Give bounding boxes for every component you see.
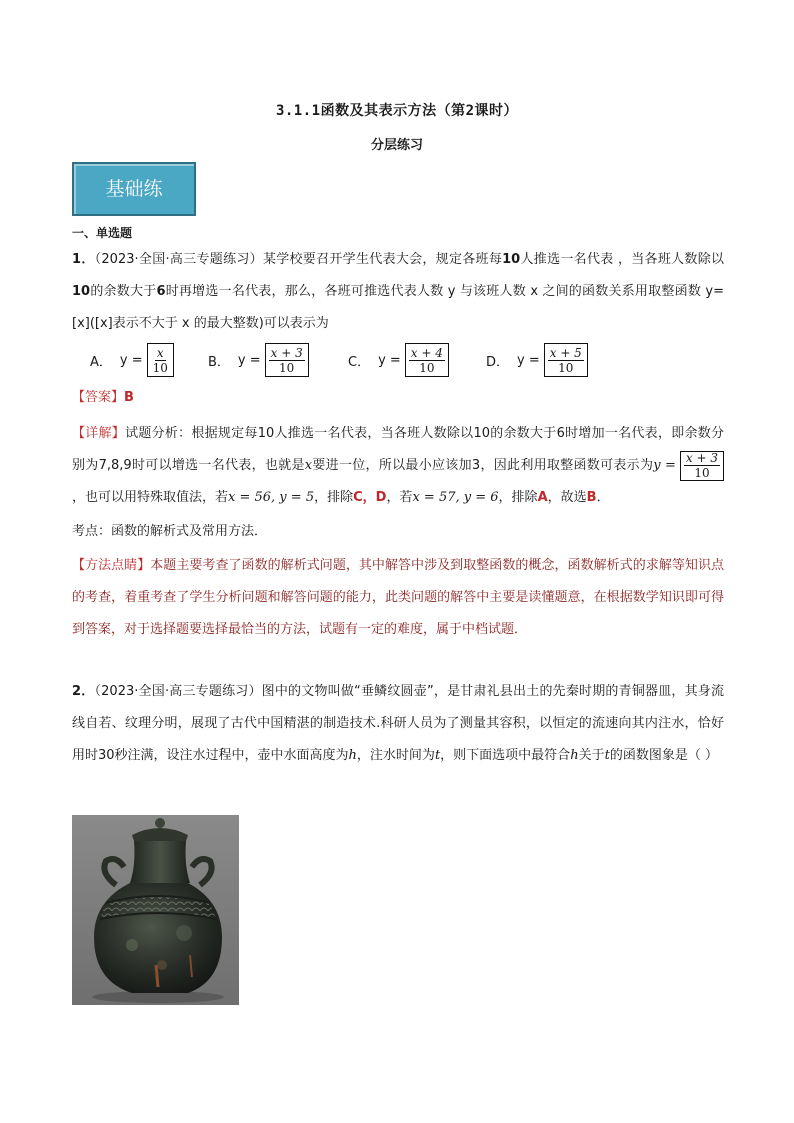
detail-text: ，若 (386, 490, 413, 505)
frac-numerator: x + 5 (549, 345, 582, 360)
bronze-vessel-photo (72, 815, 239, 1005)
detail-text: 要进一位，所以最小应该加3，因此利用取整函数可表示为 (312, 458, 654, 473)
stem-text: 的函数图象是（ ） (609, 748, 718, 763)
page-subtitle: 分层练习 (370, 138, 423, 153)
math-var: x (304, 458, 313, 473)
floor-bracket (405, 343, 449, 377)
floor-bracket (147, 343, 174, 377)
math-expr: x = 57, y = 6 (412, 490, 499, 505)
method-tag: 【方法点睛】 (72, 558, 151, 573)
knowledge-point: 考点：函数的解析式及常用方法． (72, 524, 268, 539)
question-source: （2023·全国·高三专题练习） (94, 252, 263, 267)
page-title: 3.1.1函数及其表示方法（第2课时） (275, 103, 519, 119)
detail-text: ，故选 (547, 490, 587, 505)
math-expr: x = 56, y = 5 (228, 490, 315, 505)
question-2-stem (72, 676, 724, 772)
option-lhs: y = (517, 352, 540, 368)
option-label: A． (90, 354, 112, 370)
stem-number: 10 (502, 252, 521, 267)
option-ref: C，D (353, 490, 387, 505)
frac-denominator: 10 (419, 360, 435, 375)
option-ref: B (586, 490, 597, 505)
option-lhs: y = (378, 352, 401, 368)
option-c[interactable] (348, 342, 449, 378)
frac-denominator: 10 (558, 360, 574, 375)
frac-numerator: x + 3 (270, 345, 303, 360)
option-fraction (409, 346, 445, 375)
section-heading: 一、单选题 (72, 226, 133, 240)
option-label: B． (208, 354, 230, 370)
detail-text: ，排除 (498, 490, 538, 505)
option-fraction (151, 346, 170, 375)
answer-line (72, 386, 134, 405)
question-source: （2023·全国·高三专题练习） (94, 684, 262, 699)
math-var: t (604, 748, 610, 763)
detail-text: ，也可以用特殊取值法，若 (72, 490, 229, 505)
level-badge-label: 基础练 (105, 178, 163, 200)
stem-text: 关于 (578, 748, 605, 763)
option-lhs: y = (237, 352, 261, 368)
option-label: D． (486, 354, 510, 370)
detail-tag: 【详解】 (72, 426, 126, 441)
stem-text: 某学校要召开学生代表大会，规定各班每 (262, 252, 503, 267)
frac-denominator: 10 (694, 466, 710, 480)
math-var: t (434, 748, 441, 763)
detail-fraction (684, 451, 720, 480)
detail-text: ． (596, 490, 610, 505)
option-a[interactable] (90, 342, 174, 378)
frac-numerator: x + 3 (685, 451, 719, 465)
stem-text: ，注水时间为 (356, 748, 435, 763)
option-fraction (548, 346, 584, 375)
question-1-options (90, 342, 710, 378)
option-b[interactable] (208, 342, 309, 378)
answer-value: B (124, 390, 134, 405)
method-text: 本题主要考查了函数的解析式问题，其中解答中涉及到取整函数的概念，函数解析式的求解等知识点的考查，着重考查了学生分析问题和解答问题的能力，此类问题的解答中主要是读懂题意，在根据数学知识即可得到答案，对于选择题要选择最恰当的方法，试题有一定的难度，属于中档试题． (72, 558, 724, 637)
frac-denominator: 10 (152, 360, 168, 375)
option-label: C． (348, 354, 371, 370)
vessel-illustration (72, 815, 239, 1005)
level-badge (72, 162, 196, 216)
floor-bracket (544, 343, 588, 377)
frac-denominator: 10 (279, 360, 295, 375)
stem-text: 图中的文物叫做“垂鳞纹圆壶”，是甘肃礼县出土的先秦时期的青铜器皿，其身流线自若、纹理分明，展现了古代中国精湛的制造技术.科研人员为了测量其容积，以恒定的流速向其内注水，恰好用时30秒注满，设注水过程中，壶中水面高度为 (72, 684, 724, 763)
detail-text: 试题分析：根据规定每10人推选一名代表，当各班人数除以10的余数大于6时增加一名代表，即余数分别为7,8,9时可以增选一名代表，也就是 (72, 426, 724, 473)
math-var: h (570, 748, 579, 763)
option-d[interactable] (486, 342, 588, 378)
question-number: 1． (72, 252, 95, 267)
answer-tag: 【答案】 (72, 390, 125, 405)
question-number: 2． (72, 684, 95, 699)
method-note (72, 550, 724, 646)
detail-text: ，排除 (314, 490, 354, 505)
stem-text: ，则下面选项中最符合 (440, 748, 571, 763)
math-var: h (348, 748, 357, 763)
frac-numerator: x (156, 345, 164, 360)
stem-text: 的余数大于 (90, 284, 157, 299)
option-lhs: y = (119, 352, 143, 368)
stem-number: 6 (156, 284, 166, 299)
question-1-stem (72, 244, 724, 340)
option-ref: A (537, 490, 548, 505)
floor-bracket (265, 343, 309, 377)
math-expr: y = (653, 458, 676, 473)
stem-text: 时再增选一名代表，那么，各班可推选代表人数 y 与该班人数 x 之间的函数关系用取整函数 y=[x]([x]表示不大于 x 的最大整数)可以表示为 (72, 284, 724, 331)
stem-number: 10 (72, 284, 91, 299)
frac-numerator: x + 4 (410, 345, 443, 360)
floor-bracket (680, 451, 724, 481)
stem-text: 人推选一名代表 ，当各班人数除以 (520, 252, 724, 267)
detail-explanation (72, 418, 724, 514)
option-fraction (269, 346, 305, 375)
